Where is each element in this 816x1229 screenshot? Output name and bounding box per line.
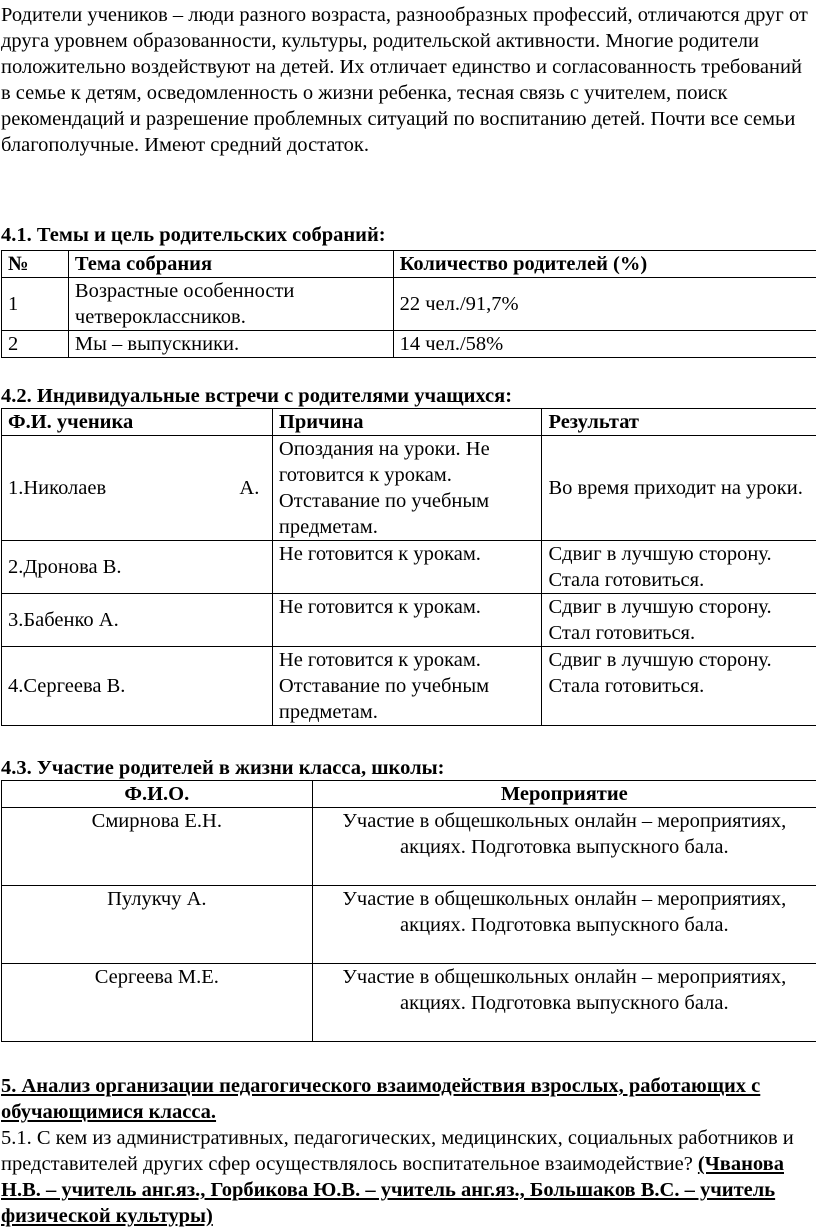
meeting-reason: Не готовится к урокам.	[272, 594, 542, 647]
meeting-topic: Возрастные особенности четвероклассников.	[68, 278, 393, 331]
meeting-reason: Не готовится к урокам. Отставание по учебным предметам.	[272, 647, 542, 726]
section-5-1-answer: (Чванова Н.В. – учитель анг.яз., Горбикова Ю.В. – учитель анг.яз., Большаков В.С. – учитель физической культуры)	[1, 1153, 784, 1227]
meeting-result: Сдвиг в лучшую сторону. Стала готовиться.	[542, 647, 816, 726]
parent-name: Сергеева М.Е.	[2, 964, 313, 1042]
meetings-header-number: №	[2, 251, 69, 278]
individual-header-result: Результат	[542, 409, 816, 436]
meetings-header-topic: Тема собрания	[68, 251, 393, 278]
parent-name: Пулукчу А.	[2, 886, 313, 964]
section-5	[1, 1073, 813, 1229]
meeting-result: Сдвиг в лучшую сторону. Стала готовиться.	[542, 541, 816, 594]
individual-header-student: Ф.И. ученика	[2, 409, 273, 436]
meeting-result: Сдвиг в лучшую сторону. Стал готовиться.	[542, 594, 816, 647]
section-42-title: 4.2. Индивидуальные встречи с родителями учащихся:	[1, 383, 512, 409]
section-5-title: 5. Анализ организации педагогического взаимодействия взрослых, работающих с обучающимися класса.	[1, 1073, 813, 1125]
meeting-topic: Мы – выпускники.	[68, 331, 393, 358]
student-name: 2.Дронова В.	[2, 541, 273, 594]
section-5-1	[1, 1125, 813, 1229]
student-name: 4.Сергеева В.	[2, 647, 273, 726]
meeting-count: 14 чел./58%	[393, 331, 816, 358]
table-row	[2, 964, 816, 1042]
participation-header-activity: Мероприятие	[312, 781, 816, 808]
participation-table	[1, 780, 816, 1042]
section-43-title: 4.3. Участие родителей в жизни класса, школы:	[1, 755, 444, 781]
meeting-number: 2	[2, 331, 69, 358]
parent-activity: Участие в общешкольных онлайн – мероприятиях, акциях. Подготовка выпускного бала.	[312, 964, 816, 1042]
meeting-count: 22 чел./91,7%	[393, 278, 816, 331]
participation-header-name: Ф.И.О.	[2, 781, 313, 808]
table-row	[2, 436, 816, 541]
individual-header-reason: Причина	[272, 409, 542, 436]
individual-meetings-table	[1, 408, 816, 726]
table-row	[2, 647, 816, 726]
student-name: 3.Бабенко А.	[2, 594, 273, 647]
parent-activity: Участие в общешкольных онлайн – мероприятиях, акциях. Подготовка выпускного бала.	[312, 808, 816, 886]
table-row	[2, 278, 816, 331]
table-row	[2, 808, 816, 886]
parent-name: Смирнова Е.Н.	[2, 808, 313, 886]
section-5-1-question: 5.1. С кем из административных, педагогических, медицинских, социальных работников и представителей других сфер осуществлялось воспитательное взаимодействие?	[1, 1127, 794, 1175]
table-row	[2, 594, 816, 647]
meeting-reason: Не готовится к урокам.	[272, 541, 542, 594]
meetings-header-count: Количество родителей (%)	[393, 251, 816, 278]
student-name: 1.Николаев А.	[2, 436, 273, 541]
meeting-number: 1	[2, 278, 69, 331]
table-row	[2, 886, 816, 964]
parent-activity: Участие в общешкольных онлайн – мероприятиях, акциях. Подготовка выпускного бала.	[312, 886, 816, 964]
meeting-result: Во время приходит на уроки.	[542, 436, 816, 541]
meetings-table	[1, 250, 816, 358]
intro-paragraph: Родители учеников – люди разного возраста, разнообразных профессий, отличаются друг от друга уровнем образованности, культуры, родительской активности. Многие родители положительно воздействуют на детей. Их отличает единство и согласованность требований в семье к детям, осведомленность о жизни ребенка, тесная связь с учителем, поиск рекомендаций и разрешение проблемных ситуаций по воспитанию детей. Почти все семьи благополучные. Имеют средний достаток.	[1, 2, 813, 158]
table-row	[2, 331, 816, 358]
meeting-reason: Опоздания на уроки. Не готовится к урокам. Отставание по учебным предметам.	[272, 436, 542, 541]
section-41-title: 4.1. Темы и цель родительских собраний:	[1, 222, 386, 248]
table-row	[2, 541, 816, 594]
